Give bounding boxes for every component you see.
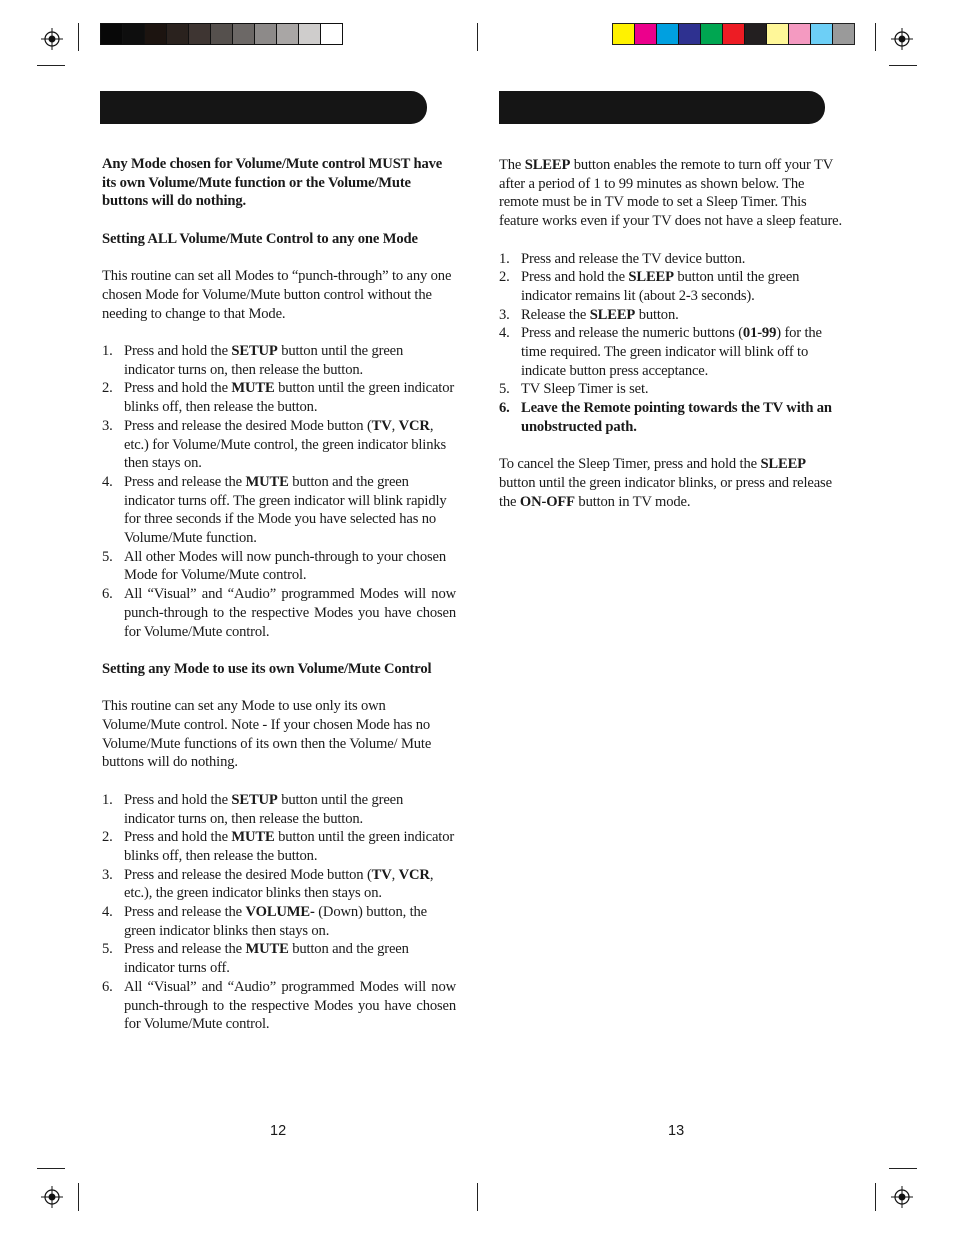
color-swatch (634, 24, 656, 44)
list-item: 4. Press and release the numeric buttons (01-99) for the time required. The green indicator will blink off to indicate button press acceptance. (499, 325, 822, 379)
list-item: 1. Press and hold the SETUP button until the green indicator turns on, then release the button. (102, 791, 404, 827)
list-item: 5. All other Modes will now punch-through to your chosen Mode for Volume/Mute control. (102, 548, 446, 584)
color-swatch (320, 24, 342, 44)
crop-mark (889, 1168, 917, 1169)
list-item: 1. Press and hold the SETUP button until the green indicator turns on, then release the button. (102, 342, 404, 378)
list-item: 4. Press and release the VOLUME- (Down) button, the green indicator blinks then stays on. (102, 904, 427, 939)
list-item: 3. Press and release the desired Mode button (TV, VCR, etc.), the green indicator blinks then stays on. (102, 866, 434, 902)
color-swatch (254, 24, 276, 44)
color-swatch (166, 24, 188, 44)
crop-mark (875, 23, 876, 51)
steps-own-mode (102, 791, 456, 1034)
section-body-own-mode: This routine can set any Mode to use only its own Volume/Mute control. Note - If your chosen Mode has no Volume/Mute functions of its own then the Volume/ Mute buttons will do nothing. (102, 698, 432, 771)
color-swatch (744, 24, 766, 44)
sleep-steps (499, 250, 843, 437)
list-item: 2. Press and hold the SLEEP button until the green indicator remains lit (about 2-3 seconds). (499, 269, 800, 304)
list-item: 2. Press and hold the MUTE button until the green indicator blinks off, then release the button. (102, 829, 455, 864)
list-item: 1. Press and release the TV device button. (499, 250, 746, 267)
color-swatch (188, 24, 210, 44)
color-swatch (210, 24, 232, 44)
color-swatch (122, 24, 144, 44)
color-swatch (810, 24, 832, 44)
crop-mark (78, 23, 79, 51)
color-swatch (656, 24, 678, 44)
left-header-bar (100, 91, 427, 124)
left-page-content (102, 155, 456, 1034)
color-swatch (788, 24, 810, 44)
crop-mark (889, 65, 917, 66)
sleep-cancel-note: To cancel the Sleep Timer, press and hold the SLEEP button until the green indicator blinks, or press and release the ON-OFF button in TV mode. (499, 456, 832, 510)
list-item: 4. Press and release the MUTE button and the green indicator turns off. The green indicator will blink rapidly for three seconds if the Mode you have selected has no Volume/Mute function. (102, 473, 447, 547)
list-item: 3. Press and release the desired Mode button (TV, VCR, etc.) for Volume/Mute control, the green indicator blinks then stays on. (102, 417, 447, 472)
color-swatch (232, 24, 254, 44)
registration-mark-icon (891, 1186, 913, 1208)
crop-mark (37, 65, 65, 66)
list-item: 3. Release the SLEEP button. (499, 306, 679, 323)
process-color-bar (612, 23, 855, 45)
color-swatch (722, 24, 744, 44)
crop-mark (78, 1183, 79, 1211)
color-swatch (766, 24, 788, 44)
registration-mark-icon (41, 28, 63, 50)
list-item: 5. Press and release the MUTE button and the green indicator turns off. (102, 941, 409, 977)
crop-mark (477, 23, 478, 51)
color-swatch (832, 24, 854, 44)
color-swatch (700, 24, 722, 44)
sleep-intro: The SLEEP button enables the remote to turn off your TV after a period of 1 to 99 minutes as shown below. The remote must be in TV mode to set a Sleep Timer. This feature works even if your TV does not have a sleep feature. (499, 157, 843, 230)
registration-mark-icon (891, 28, 913, 50)
section-heading-own-mode: Setting any Mode to use its own Volume/Mute Control (102, 660, 432, 677)
color-swatch (613, 24, 634, 44)
list-item: 6. Leave the Remote pointing towards the TV with an unobstructed path. (499, 400, 832, 435)
right-header-bar (499, 91, 825, 124)
list-item: 2. Press and hold the MUTE button until the green indicator blinks off, then release the button. (102, 380, 455, 416)
right-page-content (499, 156, 843, 511)
color-swatch (678, 24, 700, 44)
section-heading-all-modes: Setting ALL Volume/Mute Control to any one Mode (102, 230, 418, 247)
color-swatch (298, 24, 320, 44)
list-item: 5. TV Sleep Timer is set. (499, 381, 649, 398)
registration-mark-icon (41, 1186, 63, 1208)
list-item: 6. All “Visual” and “Audio” programmed Modes will now punch-through to the respective Modes you have chosen for Volume/Mute control. (102, 978, 456, 1033)
crop-mark (477, 1183, 478, 1211)
volume-mute-warning: Any Mode chosen for Volume/Mute control MUST have its own Volume/Mute function or the Volume/Mute buttons will do nothing. (102, 156, 443, 210)
list-item: 6. All “Visual” and “Audio” programmed Modes will now punch-through to the respective Modes you have chosen for Volume/Mute control. (102, 586, 456, 640)
page-number-right: 13 (668, 1123, 685, 1139)
color-swatch (144, 24, 166, 44)
color-swatch (101, 24, 122, 44)
grayscale-color-bar (100, 23, 343, 45)
crop-mark (37, 1168, 65, 1169)
crop-mark (875, 1183, 876, 1211)
section-body-all-modes: This routine can set all Modes to “punch-through” to any one chosen Mode for Volume/Mute button control without the needing to change to that Mode. (102, 268, 452, 322)
color-swatch (276, 24, 298, 44)
steps-all-modes (102, 342, 456, 641)
page-number-left: 12 (270, 1123, 287, 1139)
